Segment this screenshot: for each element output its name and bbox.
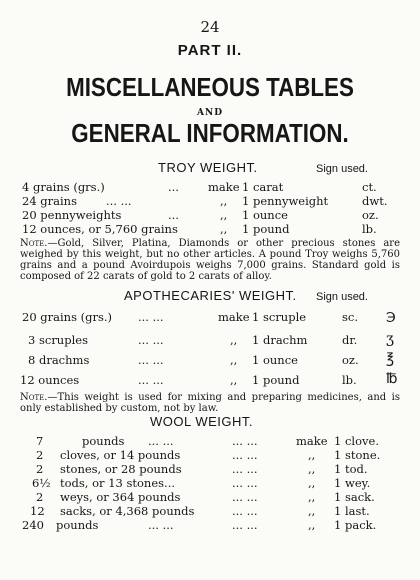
wool-row [20,518,400,532]
wool-equivalent: 1 last. [334,504,370,518]
apothecaries-dots: ... ... [138,310,164,324]
apothecaries-sign-header: Sign used. [316,291,368,303]
apothecaries-equivalent: 1 drachm [252,333,308,347]
troy-make: ,, [220,194,228,208]
apothecaries-make: ,, [230,333,238,347]
wool-dots: ... ... [148,518,174,532]
wool-dots: ... ... [232,462,258,476]
wool-make: make [296,434,328,448]
apothecaries-abbreviation: lb. [342,373,357,387]
troy-sign: ct. [362,180,377,194]
apothecaries-row [20,353,400,367]
troy-equivalent: 1 ounce [242,208,288,222]
wool-description: stones, or 28 pounds [60,462,182,476]
troy-dots: ... [168,208,179,222]
wool-row [20,490,400,504]
troy-make: ,, [220,208,228,222]
apothecaries-make: ,, [230,373,238,387]
troy-equivalent: 1 carat [242,180,284,194]
wool-number: 7 [36,434,44,448]
troy-note-text: —Gold, Silver, Platina, Diamonds or other precious stones are weighed by this weight, but no other articles. A pound Troy weighs 5,760 grains and a pound Avoirdupois weighs 7,000 grains. Standard gold is composed of 22 carats of gold to 2 carats of alloy. [20,238,400,282]
wool-description: pounds [82,434,125,448]
wool-number: 12 [30,504,45,518]
ounce-symbol-icon: ℥ [386,351,395,367]
wool-dots: ... ... [148,434,174,448]
wool-number: 240 [22,518,44,532]
wool-equivalent: 1 pack. [334,518,377,532]
troy-equivalent: 1 pennyweight [242,194,329,208]
wool-description: weys, or 364 pounds [60,490,181,504]
wool-equivalent: 1 clove. [334,434,379,448]
apothecaries-quantity: 12 ounces [20,373,80,387]
troy-row [20,222,400,236]
troy-sign: oz. [362,208,379,222]
wool-make: ,, [308,476,316,490]
apothecaries-note-head: Note. [20,392,48,403]
apothecaries-make: ,, [230,353,238,367]
troy-equivalent: 1 pound [242,222,290,236]
wool-number: 2 [36,462,44,476]
troy-quantity: 20 pennyweights [22,208,122,222]
wool-make: ,, [308,518,316,532]
wool-row [20,448,400,462]
wool-weight-heading: WOOL WEIGHT. [150,414,254,429]
page-number: 24 [200,18,220,36]
wool-row [20,476,400,490]
troy-row [20,194,400,208]
title-miscellaneous-tables: MISCELLANEOUS TABLES [66,72,354,102]
wool-dots: ... ... [232,448,258,462]
apothecaries-dots: ... ... [138,373,164,387]
apothecaries-abbreviation: dr. [342,333,358,347]
apothecaries-abbreviation: oz. [342,353,359,367]
wool-description: sacks, or 4,368 pounds [60,504,195,518]
apothecaries-quantity: 3 scruples [28,333,88,347]
scruple-symbol-icon: ℈ [386,308,396,324]
wool-dots: ... ... [232,504,258,518]
wool-make: ,, [308,490,316,504]
wool-make: ,, [308,462,316,476]
wool-equivalent: 1 tod. [334,462,368,476]
troy-sign: lb. [362,222,377,236]
apothecaries-equivalent: 1 ounce [252,353,298,367]
wool-row [20,462,400,476]
troy-note-head: Note. [20,238,48,249]
wool-equivalent: 1 wey. [334,476,371,490]
troy-quantity: 12 ounces, or 5,760 grains [22,222,178,236]
apothecaries-weight-heading: APOTHECARIES' WEIGHT. [124,288,297,303]
drachm-symbol-icon: ʒ [386,331,394,347]
apothecaries-note [20,392,400,414]
wool-row [20,504,400,518]
apothecaries-row [20,310,400,324]
troy-make: ,, [220,222,228,236]
wool-equivalent: 1 stone. [334,448,381,462]
troy-weight-heading: TROY WEIGHT. [158,160,258,175]
troy-dots: ... ... [106,194,132,208]
troy-make: make [208,180,240,194]
apothecaries-row [20,373,400,387]
apothecaries-make: make [218,310,250,324]
apothecaries-dots: ... ... [138,353,164,367]
troy-sign-header: Sign used. [316,163,368,175]
troy-quantity: 24 grains [22,194,77,208]
wool-row [20,434,400,448]
wool-number: 2 [36,490,44,504]
apothecaries-equivalent: 1 scruple [252,310,307,324]
wool-dots: ... ... [232,490,258,504]
wool-make: ,, [308,448,316,462]
troy-note [20,238,400,282]
apothecaries-dots: ... ... [138,333,164,347]
part-heading: PART II. [177,42,243,59]
title-general-information: GENERAL INFORMATION. [71,118,349,148]
apothecaries-abbreviation: sc. [342,310,358,324]
apothecaries-note-text: —This weight is used for mixing and preparing medicines, and is only established by custom, not by law. [20,392,400,414]
wool-dots: ... ... [232,518,258,532]
troy-row [20,180,400,194]
troy-sign: dwt. [362,194,388,208]
wool-equivalent: 1 sack. [334,490,375,504]
wool-dots: ... ... [232,476,258,490]
wool-dots: ... ... [232,434,258,448]
wool-description: pounds [56,518,99,532]
wool-description: tods, or 13 stones... [60,476,176,490]
troy-row [20,208,400,222]
wool-description: cloves, or 14 pounds [60,448,181,462]
wool-number: 6½ [32,476,51,490]
pound-symbol-icon: ℔ [386,371,398,387]
title-conjunction: AND [196,108,223,118]
apothecaries-row [20,333,400,347]
wool-number: 2 [36,448,44,462]
troy-quantity: 4 grains (grs.) [22,180,105,194]
troy-dots: ... [168,180,179,194]
apothecaries-quantity: 20 grains (grs.) [22,310,113,324]
apothecaries-quantity: 8 drachms [28,353,90,367]
apothecaries-equivalent: 1 pound [252,373,300,387]
wool-make: ,, [308,504,316,518]
